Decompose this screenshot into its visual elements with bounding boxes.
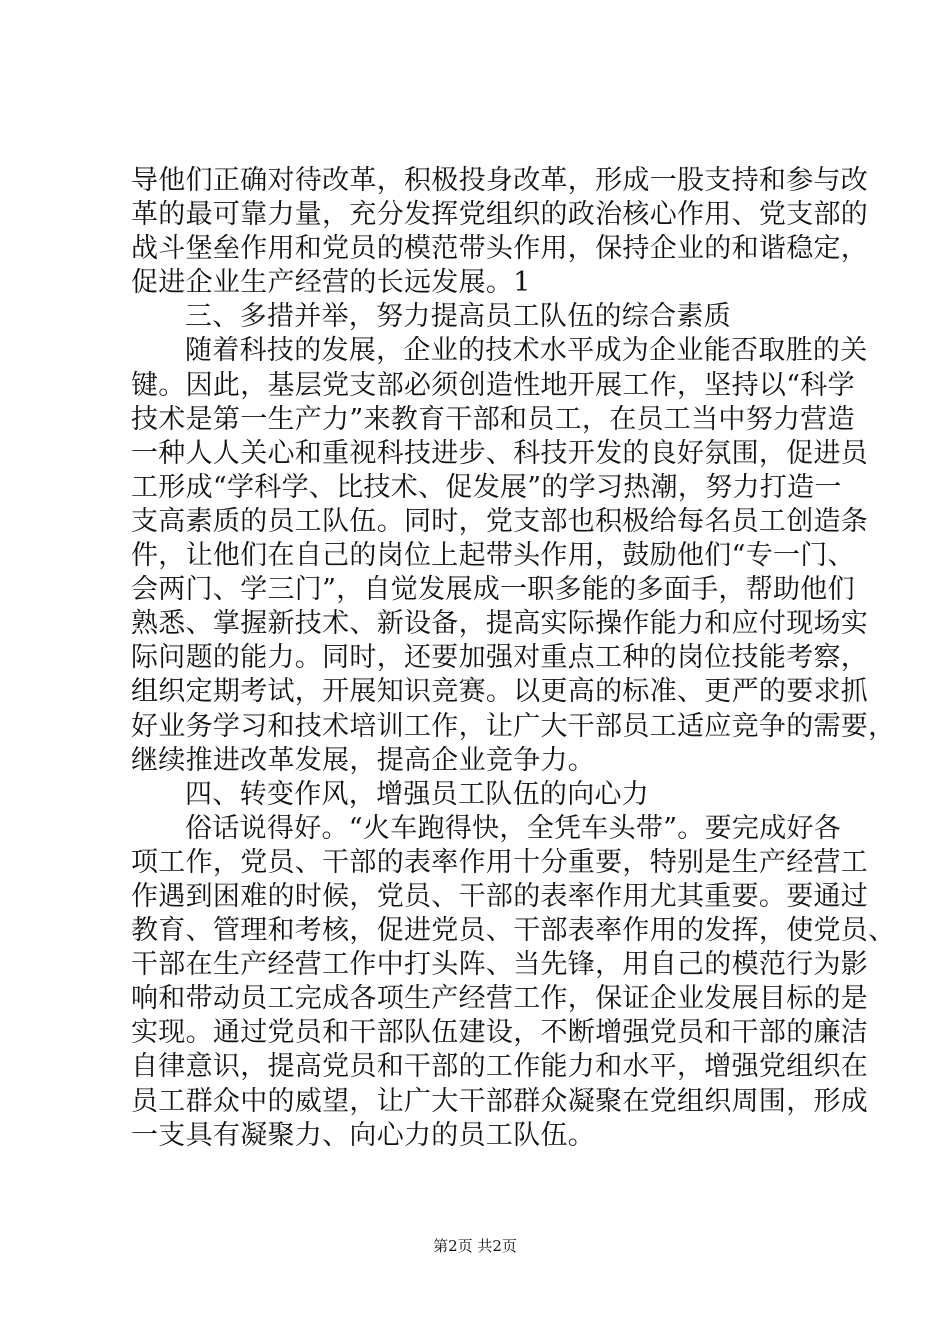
text-line: 革的最可靠力量，充分发挥党组织的政治核心作用、党支部的 [131, 199, 869, 231]
text-line: 工形成“学科学、比技术、促发展”的学习热潮，努力打造一 [131, 471, 842, 503]
text-line: 促进企业生产经营的长远发展。1 [131, 267, 531, 299]
text-line: 继续推进改革发展，提高企业竞争力。 [131, 744, 596, 776]
text-line: 教育、管理和考核，促进党员、干部表率作用的发挥，使党员、 [131, 915, 896, 947]
text-line: 键。因此，基层党支部必须创造性地开展工作，坚持以“科学 [131, 369, 855, 401]
text-line: 一支具有凝聚力、向心力的员工队伍。 [131, 1119, 596, 1151]
section-heading: 三、多措并举，努力提高员工队伍的综合素质 [185, 301, 731, 333]
text-line: 响和带动员工完成各项生产经营工作，保证企业发展目标的是 [131, 983, 869, 1015]
text-line: 导他们正确对待改革，积极投身改革，形成一股支持和参与改 [131, 165, 869, 196]
section-heading: 四、转变作风，增强员工队伍的向心力 [185, 778, 650, 810]
text-line: 好业务学习和技术培训工作，让广大干部员工适应竞争的需要， [131, 710, 896, 742]
page-number-footer: 第2页 共2页 [433, 1237, 517, 1255]
paragraph-start: 俗话说得好。“火车跑得快，全凭车头带”。要完成好各 [185, 812, 842, 844]
text-line: 干部在生产经营工作中打头阵、当先锋，用自己的模范行为影 [131, 949, 869, 981]
text-line: 战斗堡垒作用和党员的模范带头作用，保持企业的和谐稳定， [131, 233, 869, 265]
text-line: 组织定期考试，开展知识竞赛。以更高的标准、更严的要求抓 [131, 676, 869, 708]
text-line: 件，让他们在自己的岗位上起带头作用，鼓励他们“专一门、 [131, 540, 855, 572]
text-line: 一种人人关心和重视科技进步、科技开发的良好氛围，促进员 [131, 437, 869, 469]
text-line: 际问题的能力。同时，还要加强对重点工种的岗位技能考察， [131, 642, 869, 674]
text-line: 自律意识，提高党员和干部的工作能力和水平，增强党组织在 [131, 1051, 869, 1083]
text-line: 实现。通过党员和干部队伍建设，不断增强党员和干部的廉洁 [131, 1017, 869, 1049]
document-body [131, 164, 896, 1153]
text-line: 项工作，党员、干部的表率作用十分重要，特别是生产经营工 [131, 846, 869, 878]
text-line: 支高素质的员工队伍。同时，党支部也积极给每名员工创造条 [131, 505, 869, 537]
text-line: 技术是第一生产力”来教育干部和员工，在员工当中努力营造 [131, 403, 855, 435]
text-line: 作遇到困难的时候，党员、干部的表率作用尤其重要。要通过 [131, 880, 869, 912]
paragraph-start: 随着科技的发展，企业的技术水平成为企业能否取胜的关 [185, 335, 868, 367]
text-line: 熟悉、掌握新技术、新设备，提高实际操作能力和应付现场实 [131, 608, 869, 640]
text-line: 员工群众中的威望，让广大干部群众凝聚在党组织周围，形成 [131, 1085, 869, 1117]
text-line: 会两门、学三门”，自觉发展成一职多能的多面手，帮助他们 [131, 574, 855, 606]
